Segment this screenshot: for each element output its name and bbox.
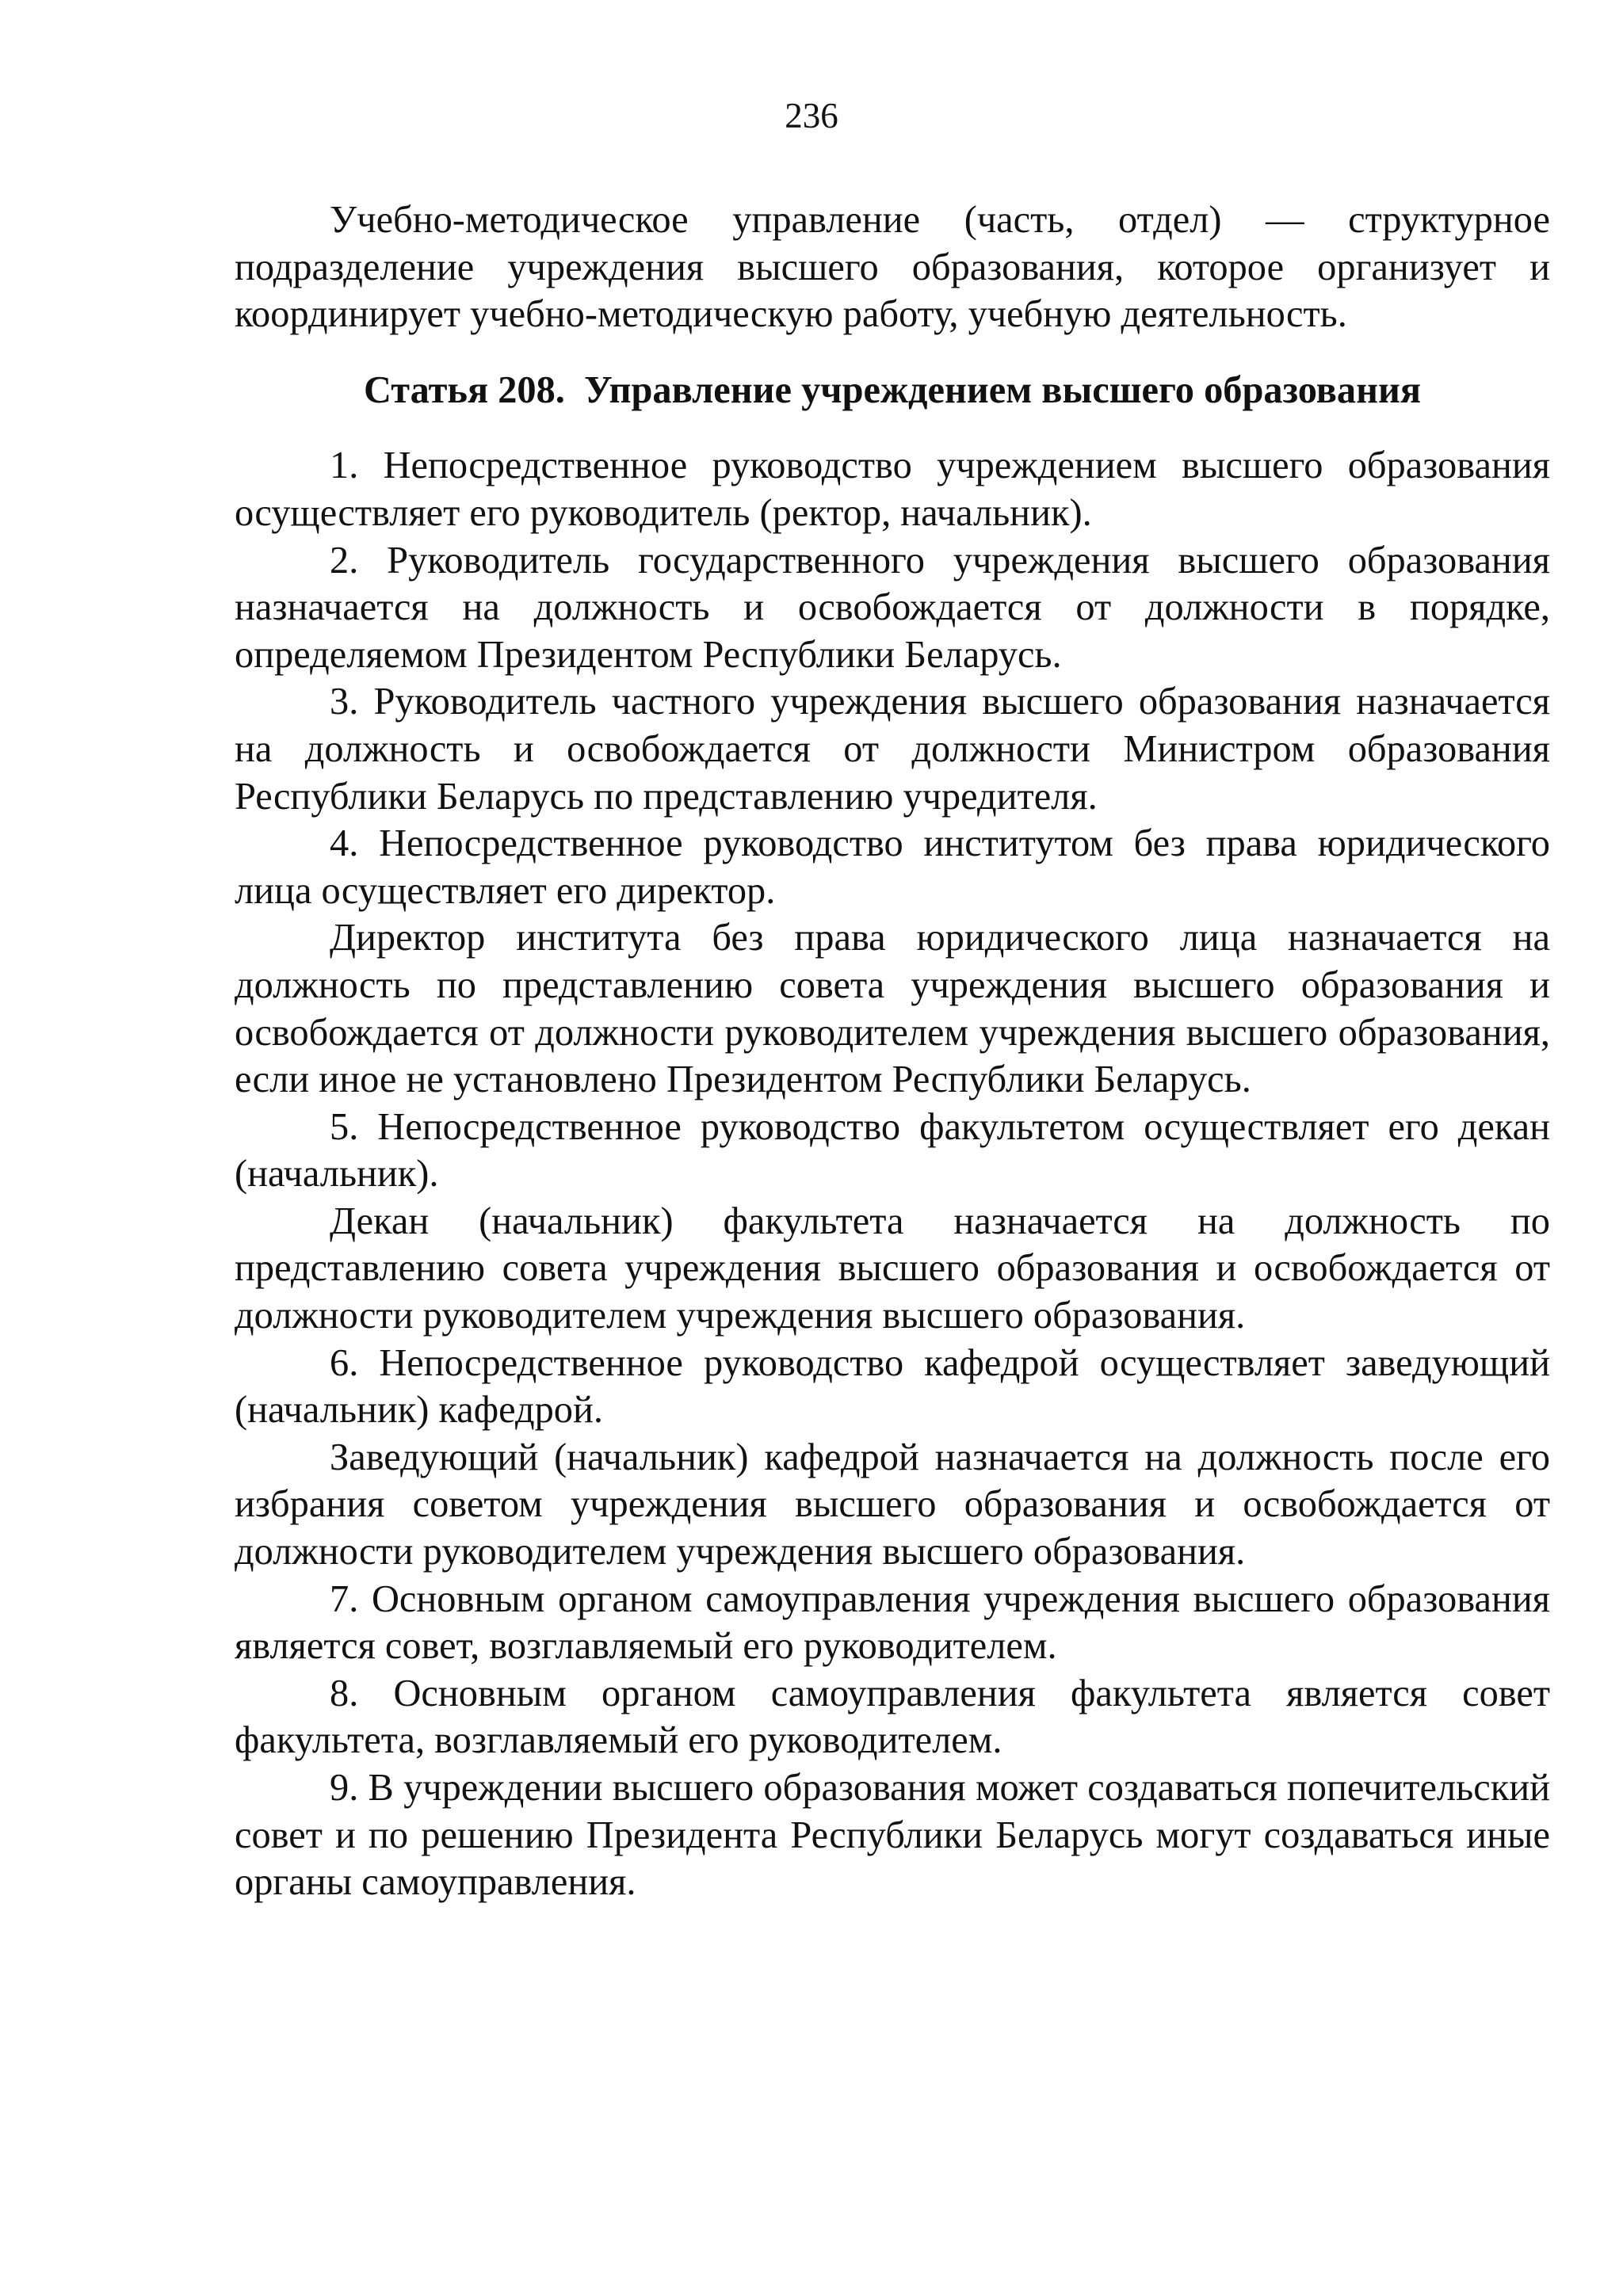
document-body	[235, 196, 1550, 1906]
paragraph-8: 8. Основным органом самоуправления факультета является совет факультета, возглавляемый его руководителем.	[235, 1672, 1550, 1762]
paragraph-6: 6. Непосредственное руководство кафедрой осуществляет заведующий (начальник) кафедрой.	[235, 1341, 1550, 1432]
paragraph-5: 5. Непосредственное руководство факультетом осуществляет его декан (начальник).	[235, 1105, 1550, 1196]
paragraph-9: 9. В учреждении высшего образования может создаваться попечительский совет и по решению Президента Республики Беларусь могут создаваться иные органы самоуправления.	[235, 1767, 1550, 1904]
paragraph-3: 3. Руководитель частного учреждения высшего образования назначается на должность и освобождается от должности Министром образования Республики Беларусь по представлению учредителя.	[235, 681, 1550, 818]
page-number: 236	[785, 96, 838, 135]
paragraph-5-dean: Декан (начальник) факультета назначается на должность по представлению совета учреждения высшего образования и освобождается от должности руководителем учреждения высшего образования.	[235, 1199, 1550, 1337]
paragraph-7: 7. Основным органом самоуправления учреждения высшего образования является совет, возглавляемый его руководителем.	[235, 1577, 1550, 1668]
paragraph-4: 4. Непосредственное руководство институтом без права юридического лица осуществляет его директор.	[235, 822, 1550, 912]
paragraph-1: 1. Непосредственное руководство учреждением высшего образования осуществляет его руководитель (ректор, начальник).	[235, 444, 1550, 534]
paragraph-2: 2. Руководитель государственного учреждения высшего образования назначается на должность и освобождается от должности в порядке, определяемом Президентом Республики Беларусь.	[235, 539, 1550, 676]
paragraph-6-head: Заведующий (начальник) кафедрой назначается на должность после его избрания советом учреждения высшего образования и освобождается от должности руководителем учреждения высшего образования.	[235, 1436, 1550, 1573]
paragraph-4-director: Директор института без права юридического лица назначается на должность по представлению совета учреждения высшего образования и освобождается от должности руководителем учреждения высшего образования, если иное не установлено Президентом Республики Беларусь.	[235, 917, 1550, 1101]
article-heading: Статья 208. Управление учреждением высшего образования	[363, 368, 1422, 411]
intro-paragraph: Учебно-методическое управление (часть, отдел) — структурное подразделение учреждения высшего образования, которое организует и координирует учебно-методическую работу, учебную деятельность.	[235, 199, 1550, 336]
